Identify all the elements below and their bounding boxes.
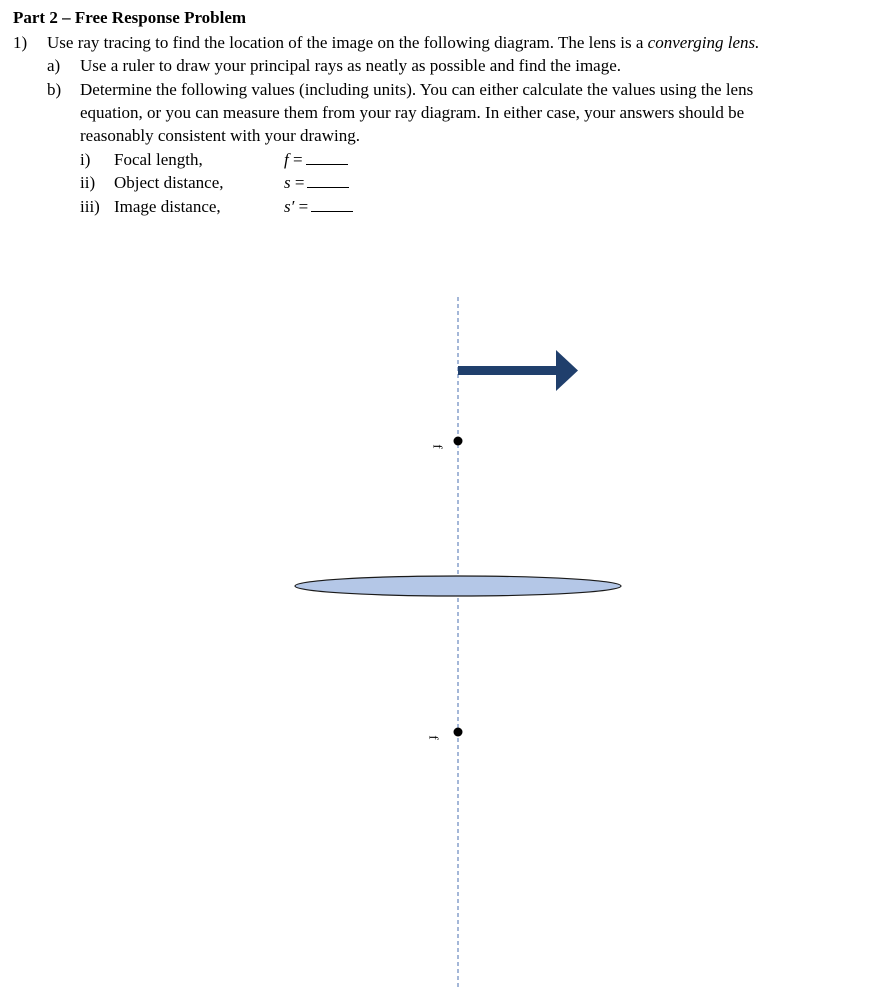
subpart-i-label: i) xyxy=(80,150,91,169)
object-arrow-head xyxy=(556,350,578,391)
object-arrow-shaft xyxy=(458,366,556,375)
part-b-label: b) xyxy=(47,80,62,99)
object-arrow xyxy=(458,350,578,391)
subpart-ii-text: Object distance, xyxy=(114,173,224,192)
symbol-s: s xyxy=(284,173,291,192)
part-b-text-line2: equation, or you can measure them from your ray diagram. In either case, your answers should be xyxy=(80,103,745,122)
subpart-iii-label: iii) xyxy=(80,197,100,216)
lens-type-italic: converging lens. xyxy=(647,33,760,52)
part-b-text-line3: reasonably consistent with your drawing. xyxy=(80,126,360,145)
problem-number: 1) xyxy=(13,33,28,52)
subpart-ii-label: ii) xyxy=(80,173,96,192)
equals-sign: = xyxy=(292,150,303,169)
equals-sign: = xyxy=(298,197,309,216)
focal-label-bottom: f xyxy=(426,735,442,740)
focal-point-top xyxy=(454,437,463,446)
subpart-iii-text: Image distance, xyxy=(114,197,221,216)
equals-sign: = xyxy=(294,173,305,192)
converging-lens xyxy=(295,576,621,596)
symbol-f: f xyxy=(284,150,289,169)
part-b-text-line1: Determine the following values (including units). You can either calculate the values using the lens xyxy=(80,80,754,99)
problem-statement: Use ray tracing to find the location of the image on the following diagram. The lens is a converging lens. xyxy=(47,33,760,52)
focal-label-top: f xyxy=(430,444,446,449)
symbol-s-prime: s′ xyxy=(284,197,295,216)
part-a-text: Use a ruler to draw your principal rays as neatly as possible and find the image. xyxy=(80,56,622,75)
part-a-label: a) xyxy=(47,56,61,75)
section-heading: Part 2 – Free Response Problem xyxy=(13,8,247,27)
focal-point-bottom xyxy=(454,728,463,737)
subpart-i-text: Focal length, xyxy=(114,150,203,169)
